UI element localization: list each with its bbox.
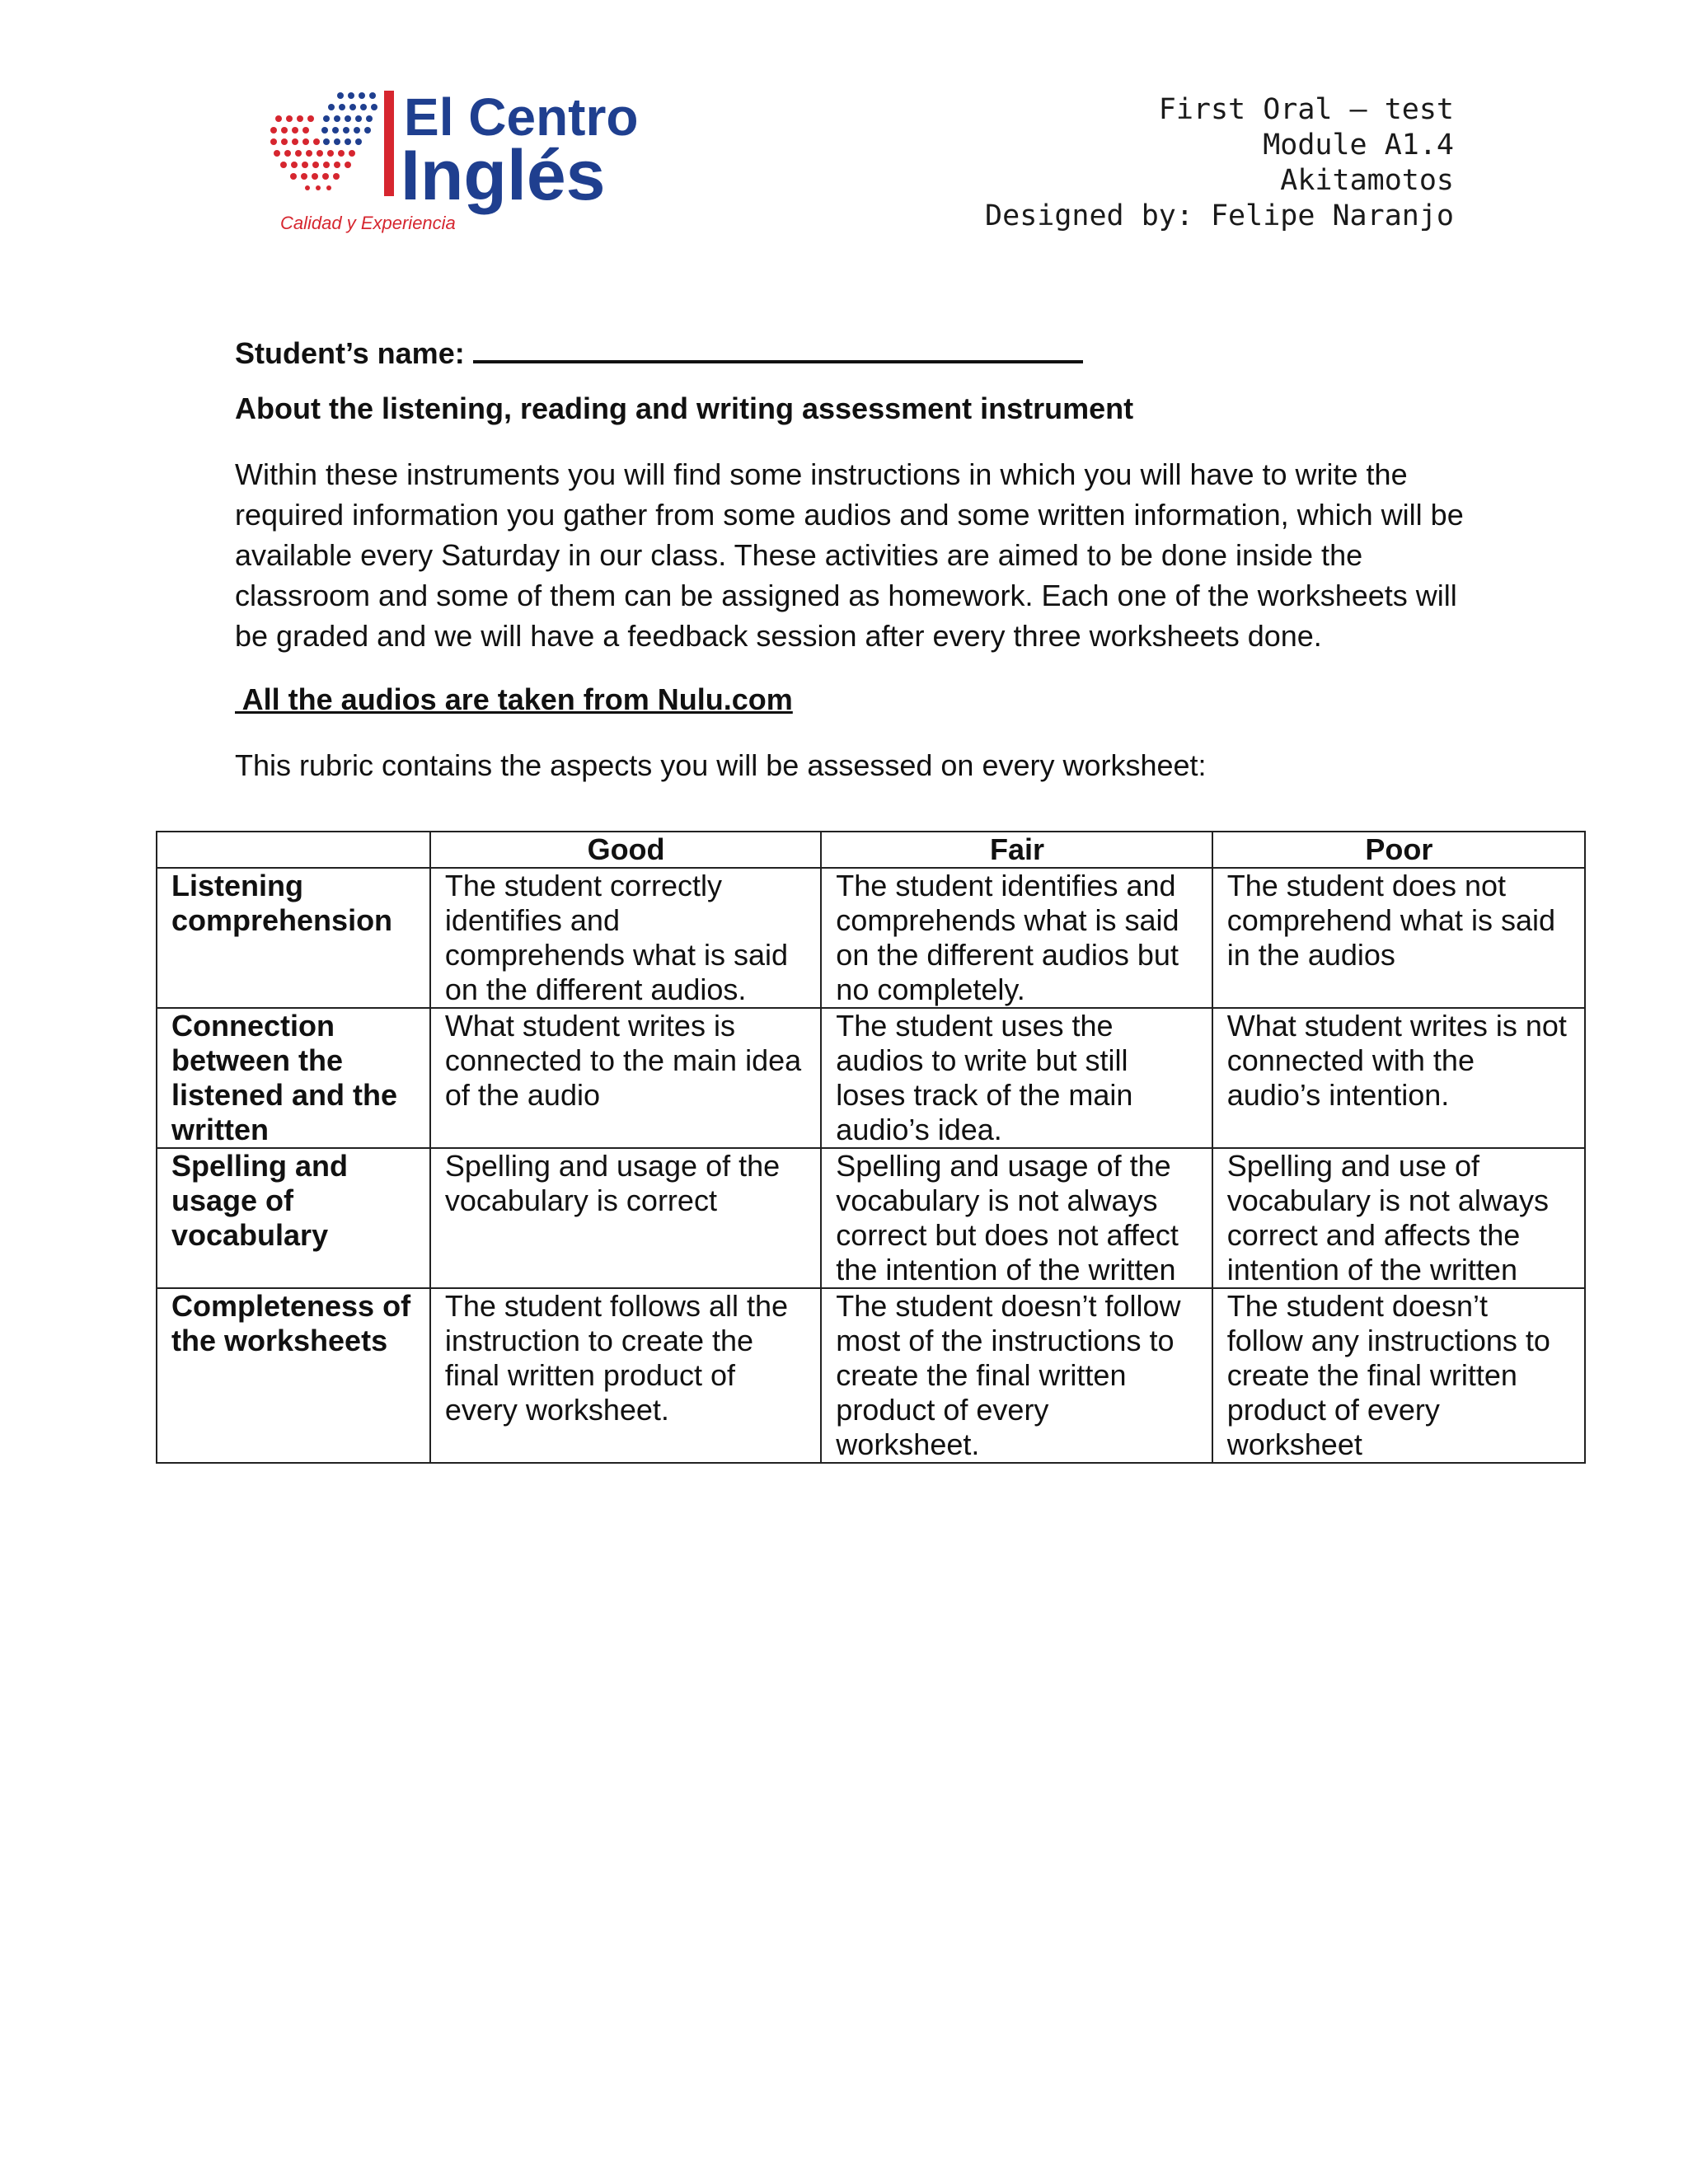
about-heading: About the listening, reading and writing assessment instrument xyxy=(235,391,1134,425)
test-title: First Oral – test xyxy=(1158,93,1454,126)
about-paragraph: Within these instruments you will find some instructions in which you will have to write the required information you gather from some audios and some written information, which will be available every Saturday in our class. These activities are aimed to be done inside the classroom and some of them can be assigned as homework. Each one of the worksheets will be graded and we will have a feedback session after every three worksheets done. xyxy=(235,457,1464,653)
dotted-globe-icon xyxy=(270,92,377,190)
rubric-cell-good: The student follows all the instruction to create the final written product of every worksheet. xyxy=(430,1288,821,1463)
rubric-cell-good: Spelling and usage of the vocabulary is correct xyxy=(430,1148,821,1288)
rubric-criterion: Listening comprehension xyxy=(157,868,430,1008)
designer-credit: Designed by: Felipe Naranjo xyxy=(985,199,1454,232)
student-name-label: Student’s name: xyxy=(235,336,465,370)
student-name-line xyxy=(235,326,1471,372)
student-name-blank[interactable] xyxy=(473,326,1083,363)
rubric-header-poor: Poor xyxy=(1212,832,1585,868)
logo-text-el-centro: El Centro xyxy=(404,87,639,147)
rubric-row-spelling xyxy=(157,1148,1585,1288)
rubric-criterion: Spelling and usage of vocabulary xyxy=(157,1148,430,1288)
rubric-cell-poor: What student writes is not connected with the audio’s intention. xyxy=(1212,1008,1585,1148)
rubric-header-good: Good xyxy=(430,832,821,868)
rubric-cell-poor: Spelling and use of vocabulary is not always correct and affects the intention of the written xyxy=(1212,1148,1585,1288)
rubric-table xyxy=(156,831,1586,1464)
logo-tagline: Calidad y Experiencia xyxy=(280,213,456,233)
rubric-intro: This rubric contains the aspects you will be assessed on every worksheet: xyxy=(235,748,1207,782)
header-info xyxy=(985,92,1454,234)
logo-graphic xyxy=(262,76,658,241)
rubric-cell-good: The student correctly identifies and comprehends what is said on the different audios. xyxy=(430,868,821,1008)
rubric-row-listening xyxy=(157,868,1585,1008)
document-body xyxy=(235,326,1471,783)
rubric-criterion: Connection between the listened and the written xyxy=(157,1008,430,1148)
module-label: Module A1.4 xyxy=(1263,129,1454,162)
rubric-cell-fair: The student identifies and comprehends what is said on the different audios but no completely. xyxy=(821,868,1212,1008)
rubric-cell-fair: The student doesn’t follow most of the instructions to create the final written product of every worksheet. xyxy=(821,1288,1212,1463)
rubric-criterion: Completeness of the worksheets xyxy=(157,1288,430,1463)
rubric-row-completeness xyxy=(157,1288,1585,1463)
rubric-header-empty xyxy=(157,832,430,868)
rubric-cell-fair: Spelling and usage of the vocabulary is not always correct but does not affect the intention of the written xyxy=(821,1148,1212,1288)
rubric-cell-fair: The student uses the audios to write but still loses track of the main audio’s idea. xyxy=(821,1008,1212,1148)
logo-text-ingles: Inglés xyxy=(401,136,606,215)
el-centro-ingles-logo xyxy=(262,76,658,241)
group-name: Akitamotos xyxy=(1280,164,1454,197)
rubric-row-connection xyxy=(157,1008,1585,1148)
audios-source-note: All the audios are taken from Nulu.com xyxy=(235,682,793,716)
rubric-header-fair: Fair xyxy=(821,832,1212,868)
rubric-cell-poor: The student doesn’t follow any instructions to create the final written product of every worksheet xyxy=(1212,1288,1585,1463)
rubric-cell-good: What student writes is connected to the main idea of the audio xyxy=(430,1008,821,1148)
rubric-cell-poor: The student does not comprehend what is said in the audios xyxy=(1212,868,1585,1008)
rubric-header-row xyxy=(157,832,1585,868)
